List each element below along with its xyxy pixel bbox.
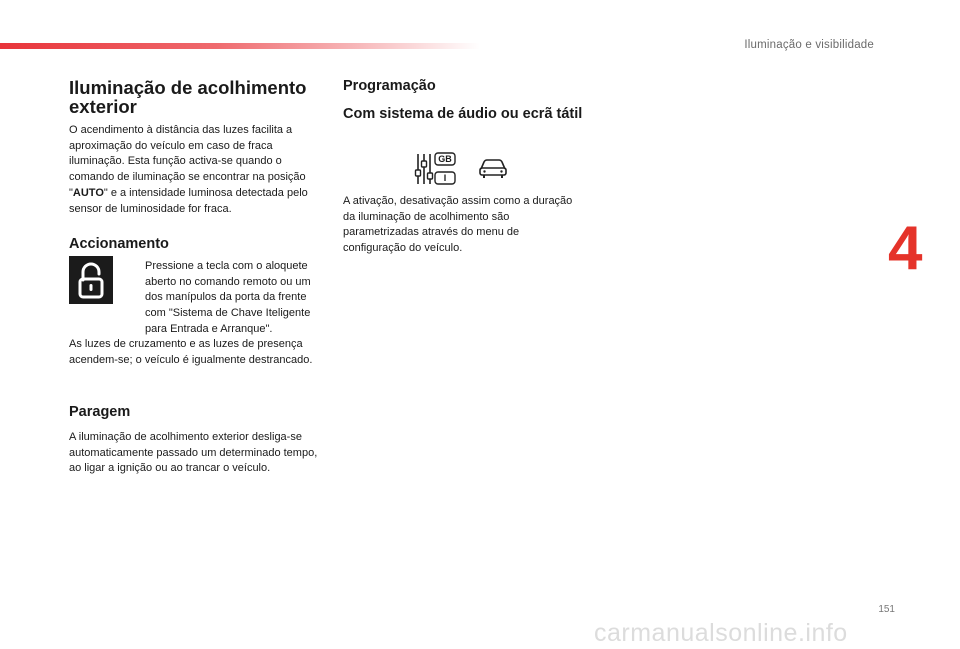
activation-result-text: As luzes de cruzamento e as luzes de presença acendem-se; o veículo é igualmente destrancado. <box>69 338 313 366</box>
page-number: 151 <box>878 604 895 615</box>
unlock-icon-graphic <box>69 256 113 304</box>
intro-paragraph <box>69 123 327 217</box>
stop-text: A iluminação de acolhimento exterior desliga-se automaticamente passado um determinado tempo, ao ligar a ignição ou ao trancar o veículo. <box>69 431 318 475</box>
activation-bullet-text: Pressione a tecla com o aloquete aberto no comando remoto ou um dos manípulos da porta da frente com "Sistema de Chave Iteligente para Entrada e Arranque". <box>145 260 311 335</box>
page-title: Iluminação de acolhimento exterior <box>69 77 307 117</box>
unlock-icon <box>69 256 113 304</box>
running-head: Iluminação e visibilidade <box>744 39 874 51</box>
stop-heading: Paragem <box>69 404 131 420</box>
watermark: carmanualsonline.info <box>594 619 848 647</box>
programming-subheading: Com sistema de áudio ou ecrã tátil <box>343 106 583 122</box>
programming-heading: Programação <box>343 78 436 94</box>
intro-text-pre: O acendimento à distância das luzes facilita a aproximação do veículo em caso de fraca iluminação. Esta função activa-se quando o comando de iluminação se encontrar na posição " <box>69 124 306 199</box>
chapter-number: 4 <box>888 214 923 283</box>
settings-label-bottom: I <box>443 173 447 183</box>
car-icon-graphic <box>478 156 508 180</box>
intro-text-post: " e a intensidade luminosa detectada pelo sensor de luminosidade for fraca. <box>69 186 308 215</box>
settings-label-top: GB <box>438 154 452 164</box>
programming-text: A ativação, desativação assim como a duração da iluminação de acolhimento são parametrizadas através do menu de configuração do veículo. <box>343 195 573 255</box>
settings-sliders-icon <box>414 150 458 188</box>
activation-heading: Accionamento <box>69 236 169 252</box>
header-accent-bar <box>0 43 480 49</box>
car-icon <box>478 156 508 180</box>
intro-text-bold: AUTO <box>72 186 104 199</box>
